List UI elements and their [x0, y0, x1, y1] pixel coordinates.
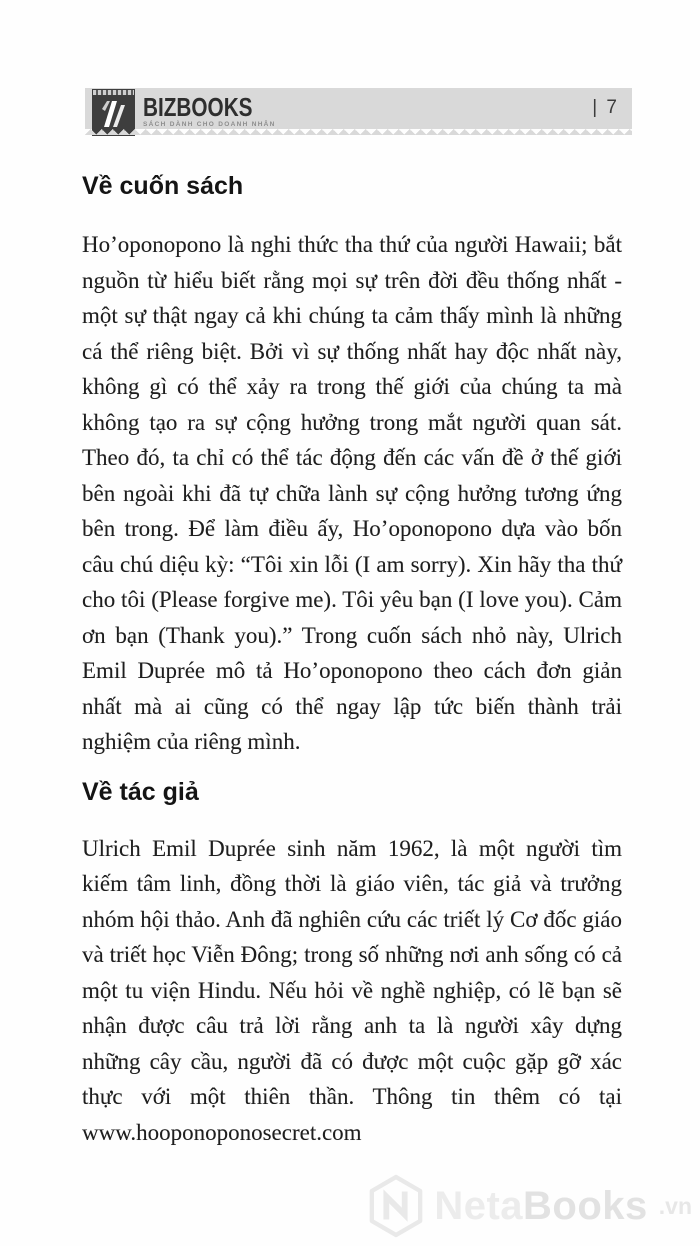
- section-heading-about-book: Về cuốn sách: [82, 172, 244, 200]
- logo-label-band: [93, 90, 134, 95]
- watermark-brand-part2: Books: [523, 1184, 648, 1228]
- watermark-brand: [434, 1186, 647, 1226]
- page-number: | 7: [592, 97, 619, 118]
- about-book-paragraph: Ho’oponopono là nghi thức tha thứ của người Hawaii; bắt nguồn từ hiểu biết rằng mọi sự trên đời đều thống nhất - một sự thật ngay cả khi chúng ta cảm thấy mình là những cá thể riêng biệt. Bởi vì sự thống nhất hay độc nhất này, không gì có thể xảy ra trong thế giới của chúng ta mà không tạo ra sự cộng hưởng trong mắt người quan sát. Theo đó, ta chỉ có thể tác động đến các vấn đề ở thế giới bên ngoài khi đã tự chữa lành sự cộng hưởng tương ứng bên trong. Để làm điều ấy, Ho’oponopono dựa vào bốn câu chú diệu kỳ: “Tôi xin lỗi (I am sorry). Xin hãy tha thứ cho tôi (Please forgive me). Tôi yêu bạn (I love you). Cảm ơn bạn (Thank you).” Trong cuốn sách nhỏ này, Ulrich Emil Duprée mô tả Ho’oponopono theo cách đơn giản nhất mà ai cũng có thể ngay lập tức biến thành trải nghiệm của riêng mình.: [82, 232, 622, 754]
- netabooks-watermark: [367, 1174, 692, 1238]
- publisher-header-bar: [85, 88, 632, 129]
- brand-name: BIZBOOKS: [143, 92, 253, 123]
- brand-tagline: SÁCH DÀNH CHO DOANH NHÂN: [143, 121, 276, 128]
- watermark-suffix: .vn: [658, 1192, 692, 1219]
- about-author-paragraph: Ulrich Emil Duprée sinh năm 1962, là một người tìm kiếm tâm linh, đồng thời là giáo viên, tác giả và trưởng nhóm hội thảo. Anh đã nghiên cứu các triết lý Cơ đốc giáo và triết học Viễn Đông; trong số những nơi anh sống có cả một tu viện Hindu. Nếu hỏi về nghề nghiệp, có lẽ bạn sẽ nhận được câu trả lời rằng anh ta là người xây dựng những cây cầu, người đã có được một cuộc gặp gỡ xác thực với một thiên thần. Thông tin thêm có tại www.hooponoponosecret.com: [82, 835, 622, 1145]
- page-content: [82, 172, 622, 1150]
- bizbooks-logo-icon: [93, 90, 134, 135]
- hexagon-n-icon: [367, 1174, 425, 1238]
- section-heading-about-author: Về tác giả: [82, 777, 199, 806]
- logo-glyph: [100, 99, 127, 129]
- watermark-brand-part1: Neta: [434, 1184, 524, 1228]
- brand-group: [143, 92, 276, 128]
